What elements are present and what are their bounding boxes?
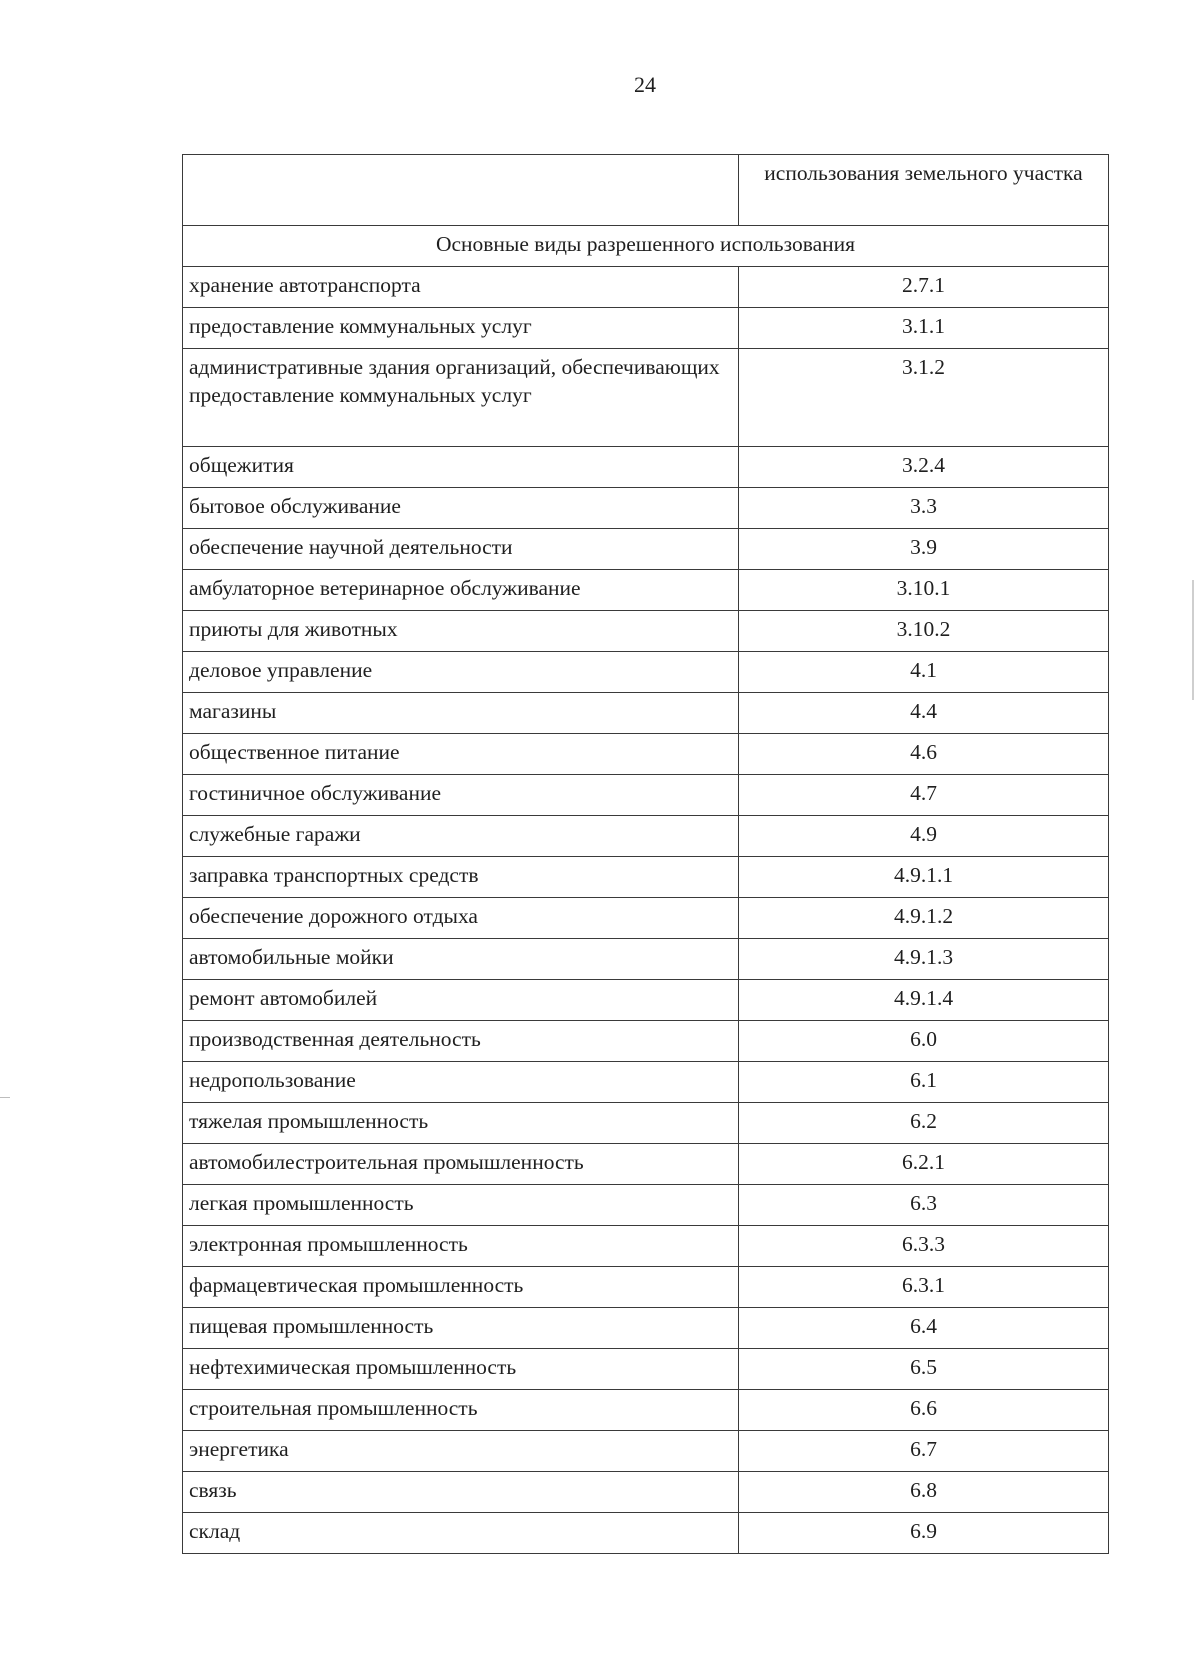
table-row — [183, 939, 1109, 980]
use-code-cell: 4.7 — [739, 775, 1109, 816]
use-code-cell: 6.8 — [739, 1472, 1109, 1513]
use-code-cell: 3.1.2 — [739, 349, 1109, 447]
table-header-row — [183, 155, 1109, 226]
scan-artifact-line — [1192, 580, 1194, 700]
use-code-cell: 6.7 — [739, 1431, 1109, 1472]
use-name-cell: электронная промышленность — [183, 1226, 739, 1267]
land-use-table — [182, 154, 1109, 1554]
table-row — [183, 1472, 1109, 1513]
table-row — [183, 734, 1109, 775]
table-row — [183, 1390, 1109, 1431]
use-name-cell: общественное питание — [183, 734, 739, 775]
use-code-cell: 6.1 — [739, 1062, 1109, 1103]
table-row — [183, 529, 1109, 570]
use-name-cell: ремонт автомобилей — [183, 980, 739, 1021]
use-code-cell: 4.9.1.2 — [739, 898, 1109, 939]
use-name-cell: фармацевтическая промышленность — [183, 1267, 739, 1308]
use-code-cell: 3.3 — [739, 488, 1109, 529]
scan-artifact-tick — [0, 1097, 10, 1098]
use-code-cell: 4.9.1.3 — [739, 939, 1109, 980]
use-code-cell: 6.3.1 — [739, 1267, 1109, 1308]
table-row — [183, 267, 1109, 308]
table-row — [183, 775, 1109, 816]
use-code-cell: 3.10.2 — [739, 611, 1109, 652]
use-code-cell: 6.3 — [739, 1185, 1109, 1226]
use-name-cell: нефтехимическая промышленность — [183, 1349, 739, 1390]
use-code-cell: 3.2.4 — [739, 447, 1109, 488]
table-row — [183, 1226, 1109, 1267]
table-row — [183, 1144, 1109, 1185]
use-code-cell: 4.4 — [739, 693, 1109, 734]
use-code-cell: 6.4 — [739, 1308, 1109, 1349]
table-row — [183, 1062, 1109, 1103]
use-name-cell: хранение автотранспорта — [183, 267, 739, 308]
use-code-cell: 3.10.1 — [739, 570, 1109, 611]
use-name-cell: обеспечение научной деятельности — [183, 529, 739, 570]
use-code-cell: 4.9 — [739, 816, 1109, 857]
use-name-cell: тяжелая промышленность — [183, 1103, 739, 1144]
table-row — [183, 1185, 1109, 1226]
table-row — [183, 980, 1109, 1021]
section-title: Основные виды разрешенного использования — [183, 226, 1109, 267]
use-name-cell: административные здания организаций, обеспечивающих предоставление коммунальных услуг — [183, 349, 739, 447]
use-name-cell: пищевая промышленность — [183, 1308, 739, 1349]
table-row — [183, 447, 1109, 488]
use-name-cell: склад — [183, 1513, 739, 1554]
use-code-cell: 6.6 — [739, 1390, 1109, 1431]
use-name-cell: бытовое обслуживание — [183, 488, 739, 529]
use-name-cell: общежития — [183, 447, 739, 488]
use-name-cell: энергетика — [183, 1431, 739, 1472]
table-body — [183, 155, 1109, 1554]
use-name-cell: обеспечение дорожного отдыха — [183, 898, 739, 939]
table-row — [183, 570, 1109, 611]
use-code-cell: 6.2.1 — [739, 1144, 1109, 1185]
table-row — [183, 693, 1109, 734]
table-row — [183, 1021, 1109, 1062]
use-code-cell: 2.7.1 — [739, 267, 1109, 308]
table-row — [183, 1349, 1109, 1390]
use-name-cell: автомобилестроительная промышленность — [183, 1144, 739, 1185]
use-name-cell: приюты для животных — [183, 611, 739, 652]
use-name-cell: строительная промышленность — [183, 1390, 739, 1431]
table-row — [183, 652, 1109, 693]
use-name-cell: амбулаторное ветеринарное обслуживание — [183, 570, 739, 611]
use-code-cell: 3.9 — [739, 529, 1109, 570]
use-code-cell: 6.9 — [739, 1513, 1109, 1554]
table-row — [183, 349, 1109, 447]
use-name-cell: деловое управление — [183, 652, 739, 693]
use-code-cell: 4.9.1.4 — [739, 980, 1109, 1021]
use-name-cell: связь — [183, 1472, 739, 1513]
section-row — [183, 226, 1109, 267]
use-name-cell: предоставление коммунальных услуг — [183, 308, 739, 349]
table-row — [183, 488, 1109, 529]
table-row — [183, 1103, 1109, 1144]
use-code-cell: 6.3.3 — [739, 1226, 1109, 1267]
table-row — [183, 1267, 1109, 1308]
use-name-cell: заправка транспортных средств — [183, 857, 739, 898]
header-name-cell — [183, 155, 739, 226]
table-row — [183, 857, 1109, 898]
use-code-cell: 6.2 — [739, 1103, 1109, 1144]
use-name-cell: магазины — [183, 693, 739, 734]
use-code-cell: 6.5 — [739, 1349, 1109, 1390]
use-name-cell: автомобильные мойки — [183, 939, 739, 980]
table-row — [183, 611, 1109, 652]
page-number: 24 — [634, 72, 656, 97]
use-code-cell: 4.1 — [739, 652, 1109, 693]
table-row — [183, 1308, 1109, 1349]
use-code-cell: 3.1.1 — [739, 308, 1109, 349]
use-name-cell: легкая промышленность — [183, 1185, 739, 1226]
use-code-cell: 6.0 — [739, 1021, 1109, 1062]
table-row — [183, 898, 1109, 939]
use-name-cell: гостиничное обслуживание — [183, 775, 739, 816]
table-row — [183, 1513, 1109, 1554]
use-name-cell: производственная деятельность — [183, 1021, 739, 1062]
use-name-cell: недропользование — [183, 1062, 739, 1103]
use-code-cell: 4.9.1.1 — [739, 857, 1109, 898]
table-row — [183, 816, 1109, 857]
table-row — [183, 308, 1109, 349]
table-row — [183, 1431, 1109, 1472]
header-code-cell: использования земельного участка — [739, 155, 1109, 226]
use-name-cell: служебные гаражи — [183, 816, 739, 857]
use-code-cell: 4.6 — [739, 734, 1109, 775]
